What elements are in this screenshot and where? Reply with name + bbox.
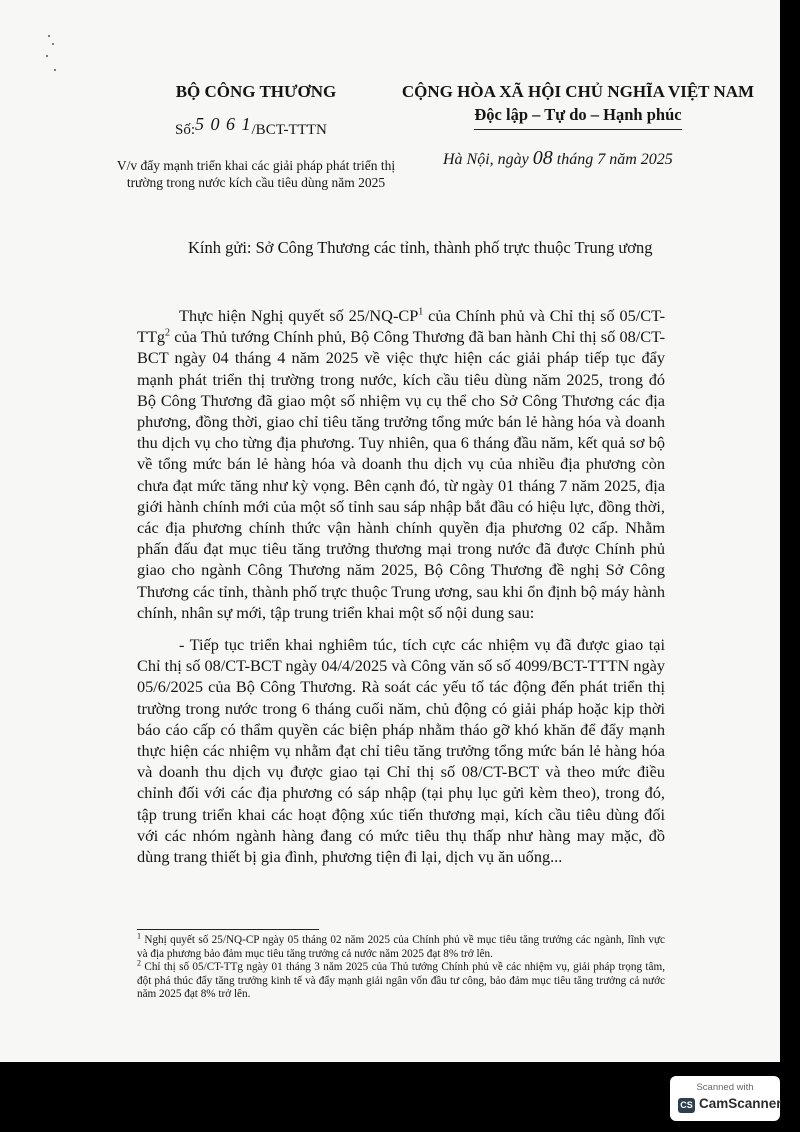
motto-underline [474,129,682,130]
body-paragraph-2: - Tiếp tục triển khai nghiêm túc, tích cực các nhiệm vụ đã được giao tại Chỉ thị số 08/CT-BCT ngày 04/4/2025 và Công văn số số 4099/BCT-TTTN ngày 05/6/2025 của Bộ Công Thương. Rà soát các yếu tố tác động đến phát triển thị trường trong nước trong 6 tháng cuối năm, chủ động có giải pháp hoặc kịp thời báo cáo cấp có thẩm quyền các biện pháp nhằm tháo gỡ khó khăn để đẩy mạnh thực hiện các nhiệm vụ nhằm đạt chỉ tiêu tăng trưởng tổng mức bán lẻ hàng hóa và doanh thu dịch vụ được giao tại Chỉ thị số 08/CT-BCT và theo mức điều chỉnh đối với các địa phương có sáp nhập (tại phụ lục gửi kèm theo), trong đó, tập trung triển khai các hoạt động xúc tiến thương mại, kích cầu tiêu dùng đối với các nhóm ngành hàng đang có mức tiêu thụ thấp như hàng may mặc, đồ dùng trang thiết bị gia đình, phương tiện đi lại, dịch vụ ăn uống... [137,635,665,867]
doc-number-stamp: 5 0 6 1 [195,114,252,134]
footnote-2: $^2$ Chỉ thị số 05/CT-TTg ngày 01 tháng 3 năm 2025 của Thủ tướng Chính phủ về các nhiệm vụ, giải pháp trọng tâm, đột phá thúc đẩy tăng trưởng kinh tế và đẩy mạnh giải ngân vốn đầu tư công, bảo đảm mục tiêu tăng trưởng cả nước năm 2025 đạt 8% trở lên. [137,958,665,1001]
national-motto: Độc lập – Tự do – Hạnh phúc [474,105,682,124]
issuing-agency: BỘ CÔNG THƯƠNG [175,82,337,101]
document-number [175,114,327,139]
doc-number-prefix: Số: [175,122,196,138]
document-subject: V/v đẩy mạnh triển khai các giải pháp phát triển thị trường trong nước kích cầu tiêu dùng năm 2025 [116,158,396,190]
footnote-ref-1: 1 [418,306,424,318]
scanned-with-label: Scanned with [696,1082,754,1093]
date-prefix: Hà Nội, ngày [443,151,529,168]
footnote-separator [137,929,319,930]
date-day: 08 [532,147,553,169]
scan-specks [40,25,70,85]
date-suffix: tháng 7 năm 2025 [556,151,673,168]
document-body [137,305,665,878]
date-line [443,147,673,170]
national-title: CỘNG HÒA XÃ HỘI CHỦ NGHĨA VIỆT NAM [401,82,755,101]
footnotes [137,931,665,1002]
doc-number-suffix: /BCT-TTTN [251,122,327,138]
footnote-1: $^1$ Nghị quyết số 25/NQ-CP ngày 05 tháng 02 năm 2025 của Chính phủ về mục tiêu tăng trưởng các ngành, lĩnh vực và địa phương bảo đảm mục tiêu tăng trưởng cả nước năm 2025 đạt 8% trở lên. [137,931,665,960]
camscanner-watermark [670,1076,780,1121]
salutation: Kính gửi: Sở Công Thương các tỉnh, thành phố trực thuộc Trung ương [188,238,653,257]
camscanner-logo-icon: CS [678,1098,695,1113]
footnote-ref-2: 2 [165,327,171,339]
body-paragraph-1: Thực hiện Nghị quyết số $25/NQ-CP^1$ của Chính phủ và Chỉ thị số 05/CT-TTg$^2$ của Thủ tướng Chính phủ, Bộ Công Thương đã ban hành Chỉ thị số 08/CT-BCT ngày 04 tháng 4 năm 2025 về việc thực hiện các giải pháp tiếp tục đẩy mạnh phát triển thị trường trong nước, kích cầu tiêu dùng năm 2025, trong đó Bộ Công Thương đã giao một số nhiệm vụ cụ thể cho Sở Công Thương các địa phương, đồng thời, giao chỉ tiêu tăng trưởng tổng mức bán lẻ hàng hóa và doanh thu dịch vụ cho từng địa phương. Tuy nhiên, qua 6 tháng đầu năm, kết quả sơ bộ về tổng mức bán lẻ hàng hóa và doanh thu dịch vụ của nhiều địa phương còn chưa đạt mức tăng như kỳ vọng. Bên cạnh đó, từ ngày 01 tháng 7 năm 2025, địa giới hành chính mới của một số tỉnh sau sáp nhập bắt đầu có hiệu lực, đồng thời, các địa phương chính thức vận hành chính quyền địa phương 02 cấp. Nhằm phấn đấu đạt mục tiêu tăng trưởng thương mại trong nước đã được Chính phủ giao cho ngành Công Thương năm 2025, Bộ Công Thương đề nghị Sở Công Thương các tỉnh, thành phố trực thuộc Trung ương, sau khi ổn định bộ máy hành chính, nhân sự mới, tập trung triển khai một số nội dung sau: [137,306,665,622]
camscanner-name: CamScanner [699,1096,782,1111]
